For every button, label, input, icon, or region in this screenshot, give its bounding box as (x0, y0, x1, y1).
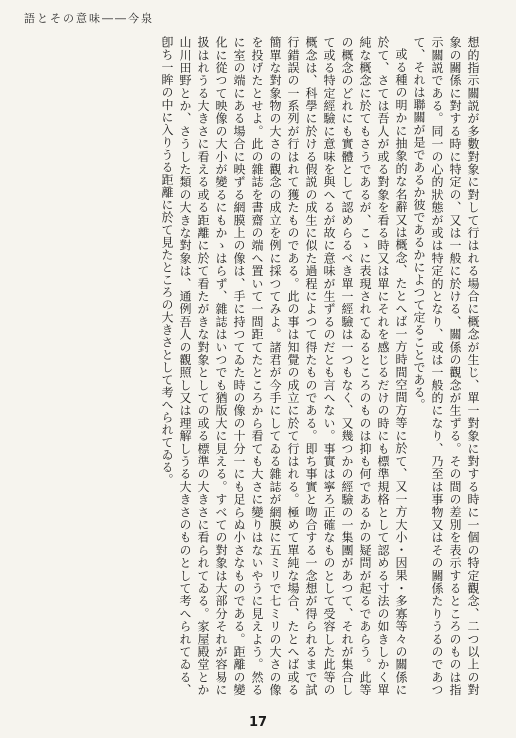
page-number: 17 (248, 715, 268, 730)
body-text (42, 36, 482, 696)
running-head: 語とその意味――今泉 (24, 12, 154, 25)
paragraph-1: 想的指示關説が多數對象に對して行はれる場合に概念が生じ、單一對象に對する時に一個の特定觀念、二つ以上の對象の關係に對する時に特定の、又は一般に於ける、關係の觀念が生ずる。その間の差別を表示するところのものは指示關説である。同一の心的狀態が或は特定的となり、或は一般的になり、乃至は事物又はその關係たりうるのであつて、それは聯關が是であるか彼であるかによつて定ることである。 (412, 36, 480, 696)
paragraph-2: 或る種の明かに抽象的な名辭又は概念、たとへば一方時間空間方等に於て、又一方大小・因果・多寡等々の關係に於て、さては吾人が或る對象を看る時又は單にそれを感じるだけの時にも標準規格として認める寸法の如きしかく單純な概念に於てもさうであるが、こゝに表現されてゐるところのものは抑も何であるかの疑問が起るであらう。此等の概念のどれにも實體として認めらるべき單一經驗は一つもなく、又幾つかの經驗の一集團があつて、それが集合して或る特定經驗に意味を與へるが故に意味が生ずるのだとも言へない。事實は寧ろ正確なものとして受容した此等の概念は、科學に於ける假説の成生に似た過程によつて得たものである。即ち事實と吻合する一念想が得られるまで試行錯誤の一系列が行はれて獲たものである。此の事は知覺の成立に於て行はれる。極めて單純な場合、たとへば或る簡單な對象物の大さの觀念の成立を例に採つてみよ。諸君が今手にしてゐる雜誌が網膜に五ミリで七ミリの大さの像を投げたとせよ。此の雜誌を書齋の端へ置いて一間距てたところから看ても大さに變りはないやうに見えよう。然るに室の端にある場合に映ずる網膜上の像は、手に持つてゐた時の像の十分一にも足らぬ小さなものである。距離の變化に從つて映像の大小が變るにもかゝはらず、雜誌はいつでも猶版大に見える。すべての對象は大部分それが容易に扱はれうる大きさに看える或る距離に於て看たがきな對象としての或る標準の大きさに看られてゐる。家屋殿堂とか山川田野とか、さうした類の大きな對象は、通例吾人の觀照し又は理解しうる大きさのものとして考へられてゐる、卽ち一眸の中に入りうる距離に於て見たところの大きさとして考へられてゐる。 (160, 36, 408, 696)
